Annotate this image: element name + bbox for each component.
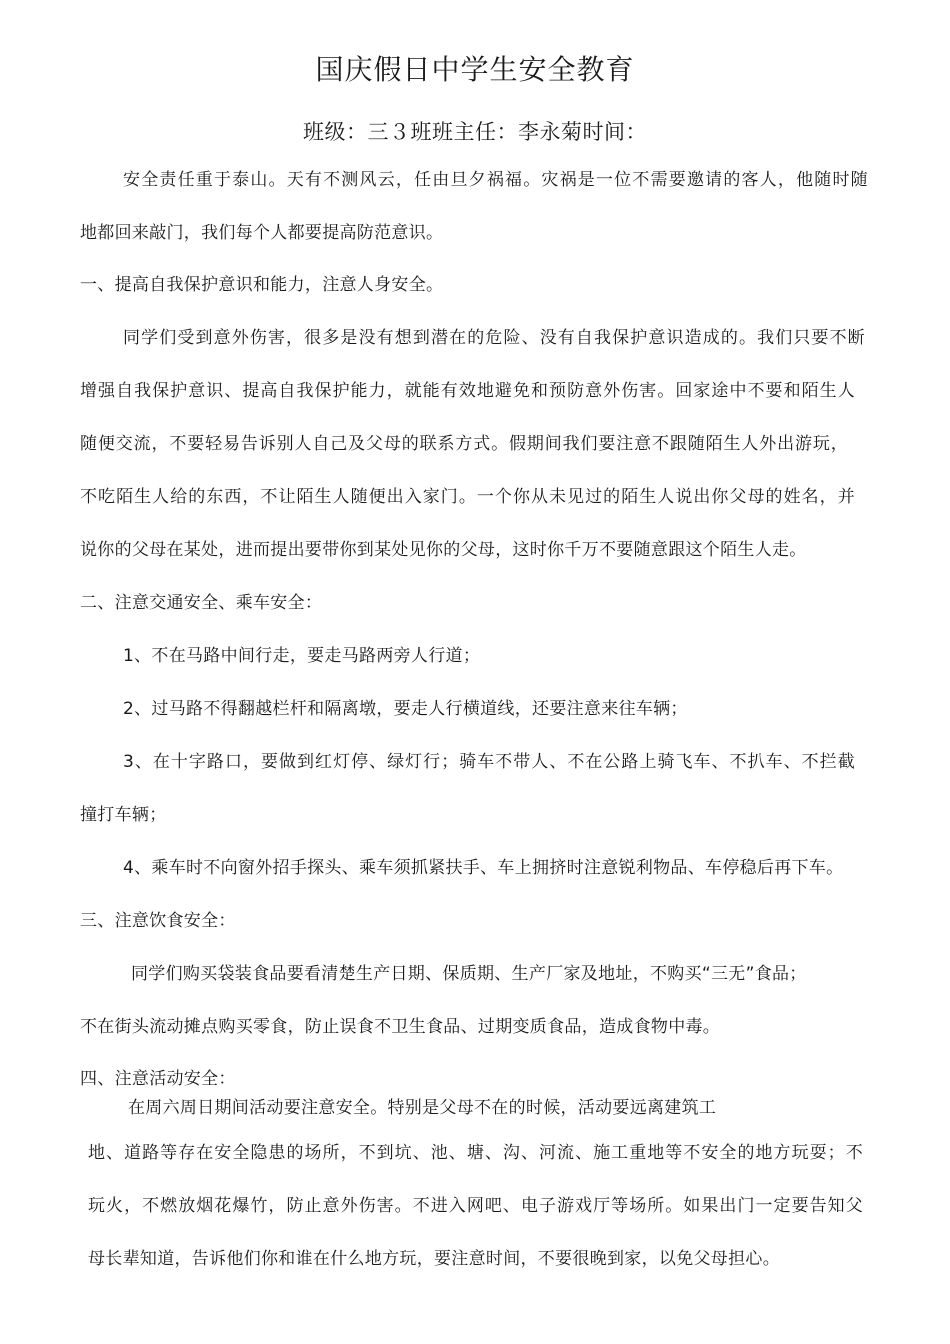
section-1-line-2: 增强自我保护意识、提高自我保护能力，就能有效地避免和预防意外伤害。回家途中不要和陌生人 [80, 381, 855, 401]
section-4-line-2: 地、道路等存在安全隐患的场所，不到坑、池、塘、沟、河流、施工重地等不安全的地方玩耍；不 [88, 1143, 863, 1163]
section-1-line-3: 随便交流，不要轻易告诉别人自己及父母的联系方式。假期间我们要注意不跟随陌生人外出游玩， [80, 434, 848, 454]
class-info-line: 班级：三３班班主任：李永菊时间： [303, 120, 647, 144]
section-3-heading: 三、注意饮食安全： [80, 911, 236, 931]
section-4-line-1: 在周六周日期间活动要注意安全。特别是父母不在的时候，活动要远离建筑工 [128, 1098, 717, 1118]
section-1-heading: 一、提高自我保护意识和能力，注意人身安全。 [80, 275, 444, 295]
page-title: 国庆假日中学生安全教育 [315, 53, 635, 86]
section-1-line-5: 说你的父母在某处，进而提出要带你到某处见你的父母，这时你千万不要随意跟这个陌生人走。 [80, 540, 807, 560]
section-2-heading: 二、注意交通安全、乘车安全： [80, 593, 323, 613]
section-4-heading: 四、注意活动安全： [80, 1069, 236, 1089]
intro-line-2: 地都回来敲门，我们每个人都要提高防范意识。 [80, 223, 444, 243]
section-3-line-2: 不在街头流动摊点购买零食，防止误食不卫生食品、过期变质食品，造成食物中毒。 [80, 1017, 721, 1037]
section-2-item-3: 3、在十字路口，要做到红灯停、绿灯行；骑车不带人、不在公路上骑飞车、不扒车、不拦截 [123, 752, 855, 772]
section-2-item-2: 2、过马路不得翻越栏杆和隔离墩，要走人行横道线，还要注意来往车辆； [123, 699, 688, 719]
section-2-item-1: 1、不在马路中间行走，要走马路两旁人行道； [123, 646, 481, 666]
section-1-line-1: 同学们受到意外伤害，很多是没有想到潜在的危险、没有自我保护意识造成的。我们只要不断 [123, 328, 865, 348]
section-1-line-4: 不吃陌生人给的东西，不让陌生人随便出入家门。一个你从未见过的陌生人说出你父母的姓名，并 [80, 487, 855, 507]
section-4-line-4: 母长辈知道，告诉他们你和谁在什么地方玩，要注意时间，不要很晚到家，以免父母担心。 [88, 1249, 780, 1269]
section-2-item-4: 4、乘车时不向窗外招手探头、乘车须抓紧扶手、车上拥挤时注意锐利物品、车停稳后再下车。 [123, 858, 844, 878]
section-3-line-1: 同学们购买袋装食品要看清楚生产日期、保质期、生产厂家及地址，不购买“三无”食品； [131, 964, 807, 984]
section-2-item-3-cont: 撞打车辆； [80, 805, 167, 825]
intro-line-1: 安全责任重于泰山。天有不测风云，任由旦夕祸福。灾祸是一位不需要邀请的客人，他随时随 [123, 170, 868, 190]
section-4-line-3: 玩火，不燃放烟花爆竹，防止意外伤害。不进入网吧、电子游戏厅等场所。如果出门一定要告知父 [88, 1196, 863, 1216]
